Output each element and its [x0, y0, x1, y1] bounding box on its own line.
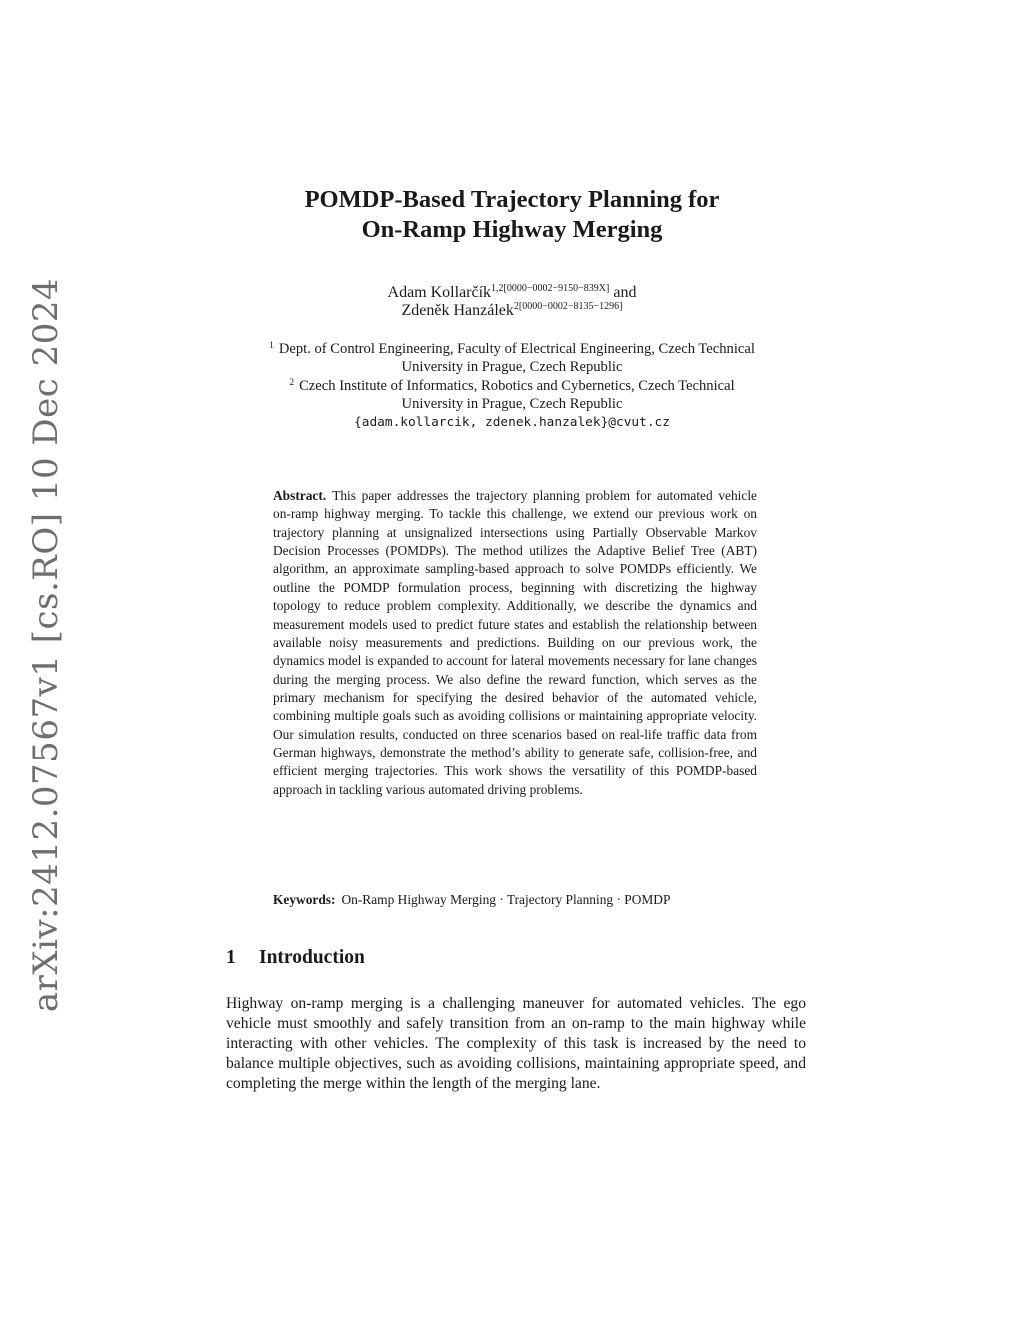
abstract: [273, 487, 757, 799]
affiliation-1-mark: 1: [269, 341, 274, 351]
author-1-name: Adam Kollarčík: [387, 284, 492, 301]
affiliation-1-text: Dept. of Control Engineering, Faculty of Electrical Engineering, Czech Technical: [278, 341, 755, 357]
introduction-paragraph: Highway on-ramp merging is a challenging maneuver for automated vehicles. The ego vehicle must smoothly and safely transition from an on-ramp to the main highway while interacting with other vehicles. The complexity of this task is increased by the need to balance multiple objectives, such as avoiding collisions, maintaining appropriate speed, and completing the merge within the length of the merging lane.: [226, 995, 806, 1093]
section-title: Introduction: [259, 947, 365, 968]
affiliation-2-mark: 2: [289, 377, 295, 388]
author-block: [0, 284, 1024, 320]
section-number: 1: [226, 947, 236, 968]
author-line-2: [0, 302, 1024, 320]
paper-title-line-1: POMDP-Based Trajectory Planning for: [304, 186, 720, 213]
affiliation-2-line-2: University in Prague, Czech Republic: [401, 396, 623, 413]
paper-title: [0, 185, 1024, 245]
author-line-1: [0, 284, 1024, 302]
abstract-label: Abstract.: [273, 488, 327, 503]
affiliation-1-line-1: [0, 340, 1024, 358]
author-conjunction: and: [613, 284, 637, 301]
author-2-orcid: 2[0000−0002−8135−1296]: [513, 301, 623, 312]
section-heading-introduction: [226, 946, 365, 970]
keywords-label: Keywords:: [273, 892, 336, 907]
author-emails: {adam.kollarcik, zdenek.hanzalek}@cvut.cz: [354, 414, 670, 430]
affiliation-2-line-1: [0, 377, 1024, 395]
keywords: [273, 891, 773, 909]
affiliation-1-line-2: University in Prague, Czech Republic: [401, 359, 623, 376]
affiliations: [0, 340, 1024, 432]
keywords-text: On-Ramp Highway Merging · Trajectory Planning · POMDP: [341, 892, 671, 907]
affiliation-2-text: Czech Institute of Informatics, Robotics and Cybernetics, Czech Technical: [299, 377, 735, 394]
paper-title-line-2: On-Ramp Highway Merging: [361, 216, 663, 243]
arxiv-identifier-text: arXiv:2412.07567v1 [cs.RO] 10 Dec 2024: [26, 277, 67, 1013]
abstract-text: This paper addresses the trajectory planning problem for automated vehicle on-ramp highway merging. To tackle this challenge, we extend our previous work on trajectory planning at unsignalized intersections using Partially Observable Markov Decision Processes (POMDPs). The method utilizes the Adaptive Belief Tree (ABT) algorithm, an approximate sampling-based approach to solve POMDPs efficiently. We outline the POMDP formulation process, beginning with discretizing the highway topology to reduce problem complexity. Additionally, we describe the dynamics and measurement models used to predict future states and establish the relationship between available noisy measurements and predictions. Building on our previous work, the dynamics model is expanded to account for lateral movements necessary for lane changes during the merging process. We also define the reward function, which serves as the primary mechanism for specifying the desired behavior of the automated vehicle, combining multiple goals such as avoiding collisions or maintaining appropriate velocity. Our simulation results, conducted on three scenarios based on real-life traffic data from German highways, demonstrate the method’s ability to generate safe, collision-free, and efficient merging trajectories. This work shows the versatility of this POMDP-based approach in tackling various automated driving problems.: [273, 488, 757, 797]
author-1-orcid: 1,2[0000−0002−9150−839X]: [491, 283, 610, 294]
author-2-name: Zdeněk Hanzálek: [401, 302, 514, 319]
